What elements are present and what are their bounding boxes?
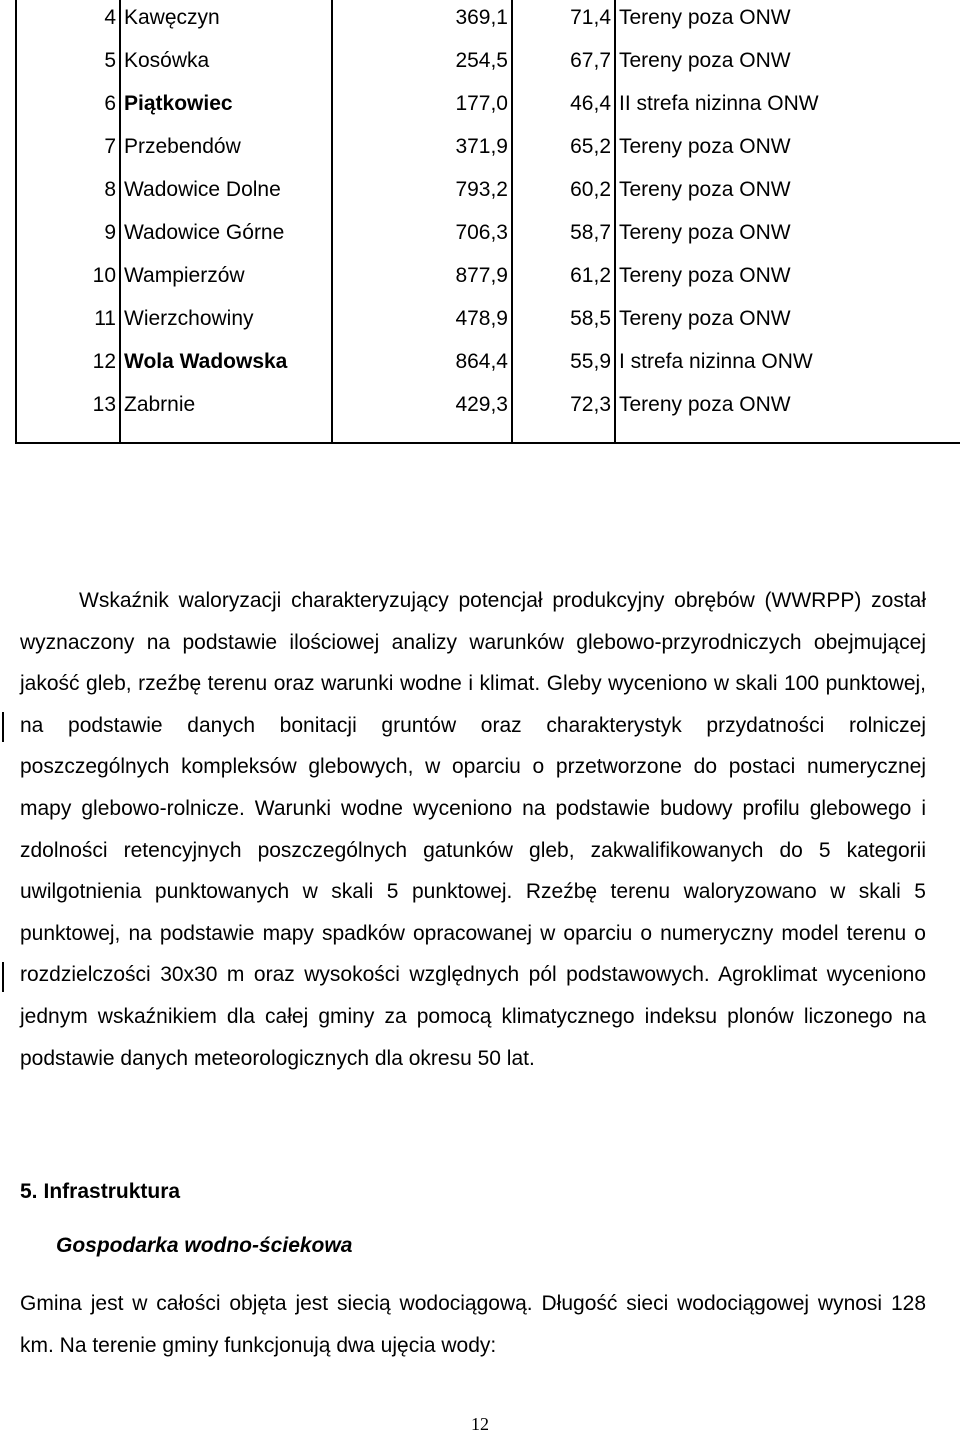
table-row: [17, 82, 960, 125]
cell-no: 7: [104, 134, 116, 158]
cell-zone: Tereny poza ONW: [614, 254, 960, 297]
cell-name: Wadowice Górne: [119, 211, 331, 254]
cell-value: 67,7: [511, 39, 614, 82]
cell-zone: Tereny poza ONW: [614, 39, 960, 82]
cell-value: 58,5: [511, 297, 614, 340]
cell-zone: Tereny poza ONW: [614, 383, 960, 426]
cell-area: 177,0: [331, 82, 511, 125]
cell-area: 793,2: [331, 168, 511, 211]
table: [15, 0, 960, 444]
table-row: [17, 168, 960, 211]
cell-area: 478,9: [331, 297, 511, 340]
cell-zone: Tereny poza ONW: [614, 211, 960, 254]
cell-name: Wadowice Dolne: [119, 168, 331, 211]
table-row: [17, 39, 960, 82]
cell-no: 5: [104, 48, 116, 72]
paragraph-water-supply: Gmina jest w całości objęta jest siecią wodociągową. Długość sieci wodociągowej wynosi 128 km. Na terenie gminy funkcjonują dwa ujęcia wody:: [20, 1292, 926, 1357]
cell-no: 4: [104, 5, 116, 29]
table-row-spacer: [17, 426, 960, 442]
cell-zone: Tereny poza ONW: [614, 168, 960, 211]
cell-zone: Tereny poza ONW: [614, 125, 960, 168]
cell-area: 864,4: [331, 340, 511, 383]
cell-name: Kawęczyn: [119, 0, 331, 39]
cell-zone: Tereny poza ONW: [614, 0, 960, 39]
cell-area: 369,1: [331, 0, 511, 39]
table-row: [17, 254, 960, 297]
page-number: 12: [471, 1414, 489, 1434]
table-row: [17, 211, 960, 254]
cell-no: 12: [92, 349, 116, 373]
section-title: Infrastruktura: [43, 1180, 181, 1203]
cell-no: 9: [104, 220, 116, 244]
cell-area: 254,5: [331, 39, 511, 82]
cell-name: Wierzchowiny: [119, 297, 331, 340]
cell-name: Zabrnie: [119, 383, 331, 426]
cell-name: Piątkowiec: [119, 82, 331, 125]
cell-value: 55,9: [511, 340, 614, 383]
cell-no: 10: [92, 263, 116, 287]
change-bar: [2, 962, 4, 992]
cell-value: 61,2: [511, 254, 614, 297]
table-row: [17, 0, 960, 39]
cell-area: 706,3: [331, 211, 511, 254]
cell-name: Przebendów: [119, 125, 331, 168]
table-row: [17, 125, 960, 168]
cell-area: 877,9: [331, 254, 511, 297]
section-number: 5.: [20, 1180, 38, 1203]
cell-zone: Tereny poza ONW: [614, 297, 960, 340]
cell-value: 65,2: [511, 125, 614, 168]
cell-zone: II strefa nizinna ONW: [614, 82, 960, 125]
table-row: [17, 297, 960, 340]
cell-no: 13: [92, 392, 116, 416]
cell-area: 371,9: [331, 125, 511, 168]
cell-value: 72,3: [511, 383, 614, 426]
cell-value: 60,2: [511, 168, 614, 211]
cell-area: 429,3: [331, 383, 511, 426]
cell-name: Kosówka: [119, 39, 331, 82]
cell-no: 6: [104, 91, 116, 115]
cell-zone: I strefa nizinna ONW: [614, 340, 960, 383]
cell-value: 46,4: [511, 82, 614, 125]
cell-value: 71,4: [511, 0, 614, 39]
paragraph-soil-valuation: Wskaźnik waloryzacji charakteryzujący potencjał produkcyjny obrębów (WWRPP) został wyznaczony na podstawie ilościowej analizy warunków glebowo-przyrodniczych obejmującej jakość gleb, rzeźbę terenu oraz warunki wodne i klimat. Gleby wyceniono w skali 100 punktowej, na podstawie danych bonitacji gruntów oraz charakterystyk przydatności rolniczej poszczególnych kompleksów glebowych, w oparciu o przetworzone do postaci numerycznej mapy glebowo-rolnicze. Warunki wodne wyceniono na podstawie budowy profilu glebowego i zdolności retencyjnych poszczególnych gatunków gleb, zakwalifikowanych do 5 kategorii uwilgotnienia punktowanych w skali 5 punktowej. Rzeźbę terenu waloryzowano w skali 5 punktowej, na podstawie mapy spadków opracowanej w oparciu o numeryczny model terenu o rozdzielczości 30x30 m oraz wysokości względnych pól podstawowych. Agroklimat wyceniono jednym wskaźnikiem dla całej gminy za pomocą klimatycznego indeksu plonów liczonego na podstawie danych meteorologicznych dla okresu 50 lat.: [20, 589, 926, 1070]
table-row: [17, 383, 960, 426]
cell-name: Wampierzów: [119, 254, 331, 297]
cell-no: 11: [94, 306, 116, 330]
table-row: [17, 340, 960, 383]
cell-value: 58,7: [511, 211, 614, 254]
cell-no: 8: [104, 177, 116, 201]
section-heading: [20, 1180, 180, 1204]
cell-name: Wola Wadowska: [119, 340, 331, 383]
subsection-heading: Gospodarka wodno-ściekowa: [56, 1234, 353, 1257]
change-bar: [2, 712, 4, 742]
